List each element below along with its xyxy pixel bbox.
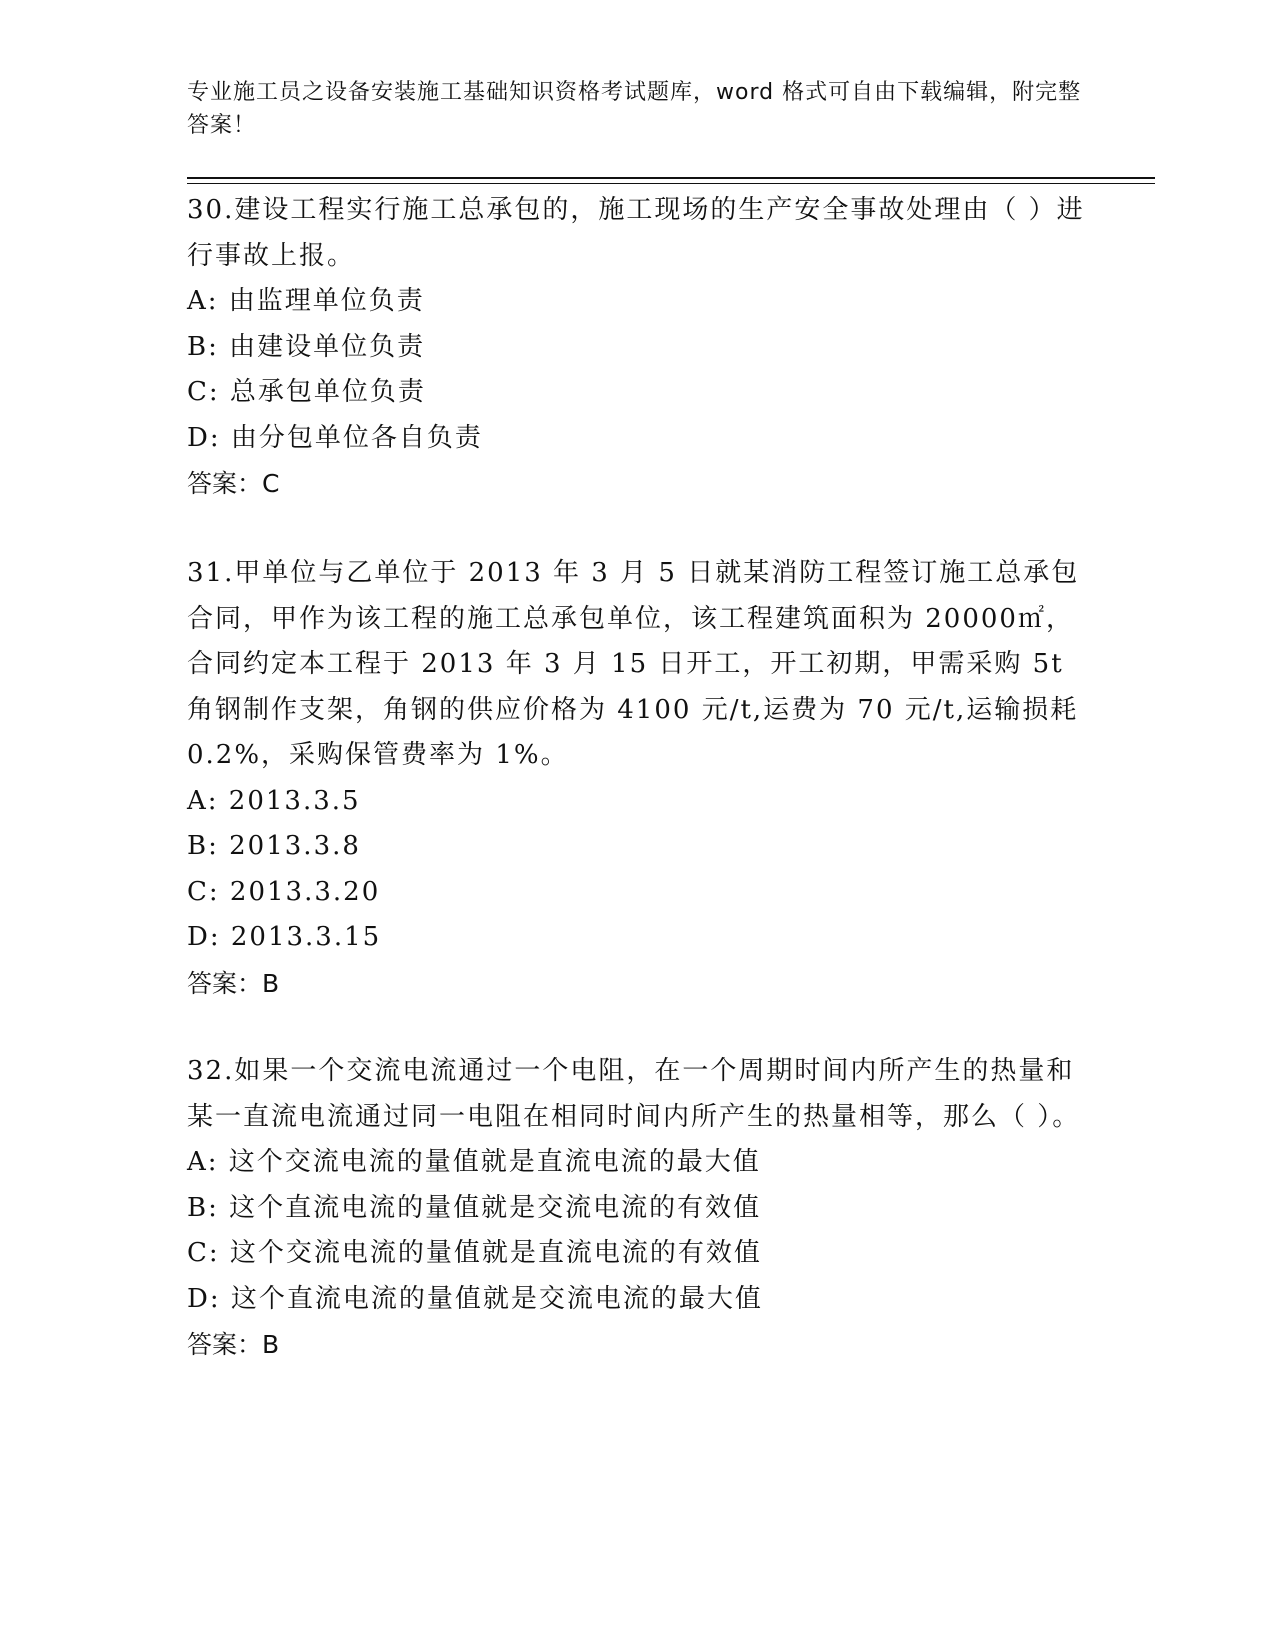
- question-31: [187, 551, 1087, 1006]
- answer: 答案：C: [187, 469, 280, 498]
- question-stem: 31.甲单位与乙单位于 2013 年 3 月 5 日就某消防工程签订施工总承包合同，甲作为该工程的施工总承包单位，该工程建筑面积为 20000㎡，合同约定本工程于 2013 年 3 月 15 日开工，开工初期，甲需采购 5t 角钢制作支架，角钢的供应价格为 4100 元/t,运费为 70 元/t,运输损耗 0.2%，采购保管费率为 1%。: [187, 558, 1080, 770]
- option-c: C: 这个交流电流的量值就是直流电流的有效值: [187, 1238, 762, 1268]
- option-b: B: 由建设单位负责: [187, 331, 426, 362]
- option-a: A: 2013.3.5: [187, 785, 361, 816]
- question-stem: 30.建设工程实行施工总承包的，施工现场的生产安全事故处理由（ ）进行事故上报。: [187, 195, 1085, 271]
- question-30: [187, 188, 1087, 507]
- option-c: C: 总承包单位负责: [187, 377, 426, 407]
- option-d: D: 这个直流电流的量值就是交流电流的最大值: [187, 1283, 763, 1314]
- option-a: A: 由监理单位负责: [187, 286, 425, 316]
- option-b: B: 2013.3.8: [187, 831, 361, 861]
- option-a: A: 这个交流电流的量值就是直流电流的最大值: [187, 1147, 761, 1177]
- option-d: D: 由分包单位各自负责: [187, 422, 483, 453]
- question-stem: 32.如果一个交流电流通过一个电阻，在一个周期时间内所产生的热量和某一直流电流通过同一电阻在相同时间内所产生的热量相等，那么（ ）。: [187, 1056, 1081, 1132]
- header-divider-thin: [187, 183, 1155, 184]
- option-c: C: 2013.3.20: [187, 876, 381, 907]
- question-32: [187, 1049, 1087, 1368]
- option-d: D: 2013.3.15: [187, 922, 382, 952]
- option-b: B: 这个直流电流的量值就是交流电流的有效值: [187, 1192, 762, 1223]
- answer: 答案：B: [187, 1330, 280, 1359]
- header-divider-thick: [187, 177, 1155, 179]
- document-header: 专业施工员之设备安装施工基础知识资格考试题库，word 格式可自由下载编辑，附完整答案！: [187, 80, 1082, 138]
- answer: 答案：B: [187, 968, 280, 998]
